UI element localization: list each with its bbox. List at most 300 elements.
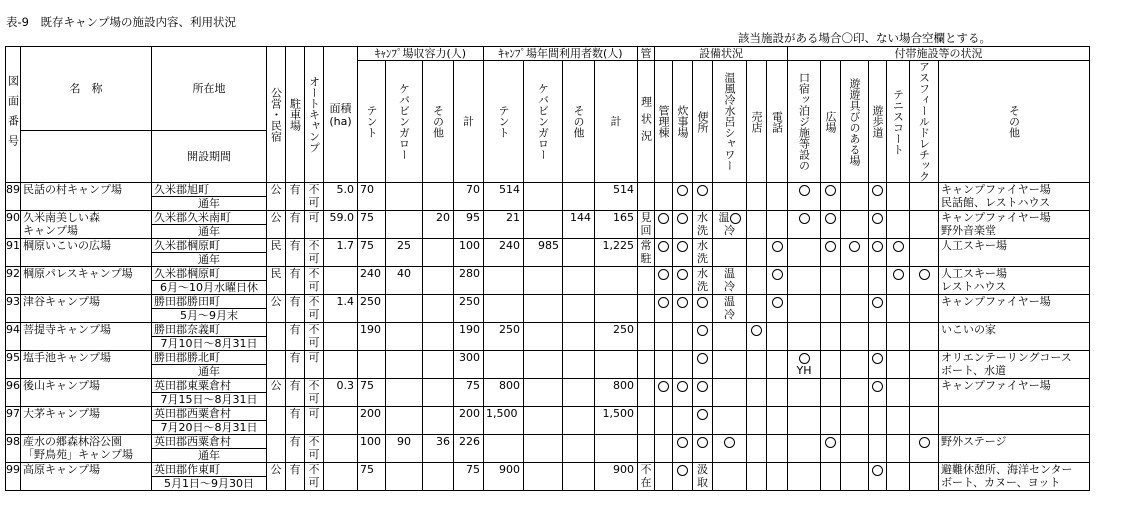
row-u-other (563, 267, 595, 295)
row-cap-other (423, 351, 454, 379)
header-loc: 所在地 (152, 47, 267, 131)
circle-mark-icon (849, 241, 860, 252)
row-u-cabin (524, 295, 563, 323)
circle-mark-icon (677, 269, 688, 280)
circle-mark-icon (825, 437, 836, 448)
row-s4 (713, 407, 747, 435)
circle-mark-icon (825, 213, 836, 224)
row-f2 (821, 323, 841, 351)
row-f2 (821, 379, 841, 407)
header-kan-top: 管 (638, 47, 655, 61)
row-s4 (713, 351, 747, 379)
row-auto: 不 可 (305, 267, 324, 295)
circle-mark-icon (799, 213, 810, 224)
header-zu: 図面番号 (6, 47, 21, 183)
row-f4 (869, 323, 887, 351)
row-s6 (767, 183, 788, 211)
row-park: 有 (286, 407, 305, 435)
row-u-total: 1,225 (595, 239, 638, 267)
row-other: 人工スキー場 レストハウス (939, 267, 1090, 295)
row-f4 (869, 435, 887, 463)
header-u-total: 計 (595, 61, 638, 183)
circle-mark-icon (658, 381, 669, 392)
header-f3: 遊遊具びのある場 (841, 61, 869, 183)
row-s5 (747, 407, 767, 435)
row-number: 91 (6, 239, 21, 267)
row-s1 (655, 295, 673, 323)
circle-mark-icon (658, 241, 669, 252)
circle-mark-icon (677, 213, 688, 224)
table-row (6, 267, 1090, 295)
circle-mark-icon (825, 185, 836, 196)
table-note: 該当施設がある場合〇印、ない場合空欄とする。 (738, 31, 991, 45)
circle-mark-icon (677, 465, 688, 476)
row-f1 (788, 407, 821, 435)
row-f3 (841, 407, 869, 435)
row-cap-tent: 70 (358, 183, 386, 211)
row-cap-other (423, 407, 454, 435)
row-f2 (821, 183, 841, 211)
circle-mark-icon (677, 241, 688, 252)
row-u-tent (484, 435, 524, 463)
row-cap-tent: 75 (358, 379, 386, 407)
row-cap-tent: 250 (358, 295, 386, 323)
row-other: キャンプファイヤー場 (939, 379, 1090, 407)
header-s6: 電話 (767, 61, 788, 183)
row-f5 (887, 211, 910, 239)
row-s4 (713, 323, 747, 351)
row-auto: 可 (305, 407, 324, 435)
row-park: 有 (286, 435, 305, 463)
row-u-cabin (524, 211, 563, 239)
row-pub: 公 (267, 211, 286, 239)
row-cap-tent: 75 (358, 239, 386, 267)
row-s5 (747, 239, 767, 267)
row-cap-total: 70 (454, 183, 484, 211)
row-s6 (767, 463, 788, 491)
row-area (324, 267, 358, 295)
row-cap-total: 250 (454, 295, 484, 323)
row-area (324, 435, 358, 463)
row-s3 (693, 351, 713, 379)
row-area (324, 323, 358, 351)
circle-mark-icon (872, 297, 883, 308)
row-f3 (841, 463, 869, 491)
row-cap-total: 95 (454, 211, 484, 239)
row-u-tent: 240 (484, 239, 524, 267)
row-pub: 公 (267, 463, 286, 491)
row-auto: 可 (305, 351, 324, 379)
row-number: 92 (6, 267, 21, 295)
row-s3 (693, 407, 713, 435)
row-s2 (673, 295, 693, 323)
row-s2 (673, 435, 693, 463)
row-area: 59.0 (324, 211, 358, 239)
row-pub: 民 (267, 267, 286, 295)
header-users: ｷｬﾝﾌﾟ場年間利用者数(人) (484, 47, 638, 61)
circle-mark-icon (772, 241, 783, 252)
row-f1 (788, 463, 821, 491)
row-f5 (887, 351, 910, 379)
row-cap-tent: 200 (358, 407, 386, 435)
row-u-cabin (524, 435, 563, 463)
row-s2 (673, 379, 693, 407)
row-pub (267, 407, 286, 435)
row-s6 (767, 379, 788, 407)
header-cap-tent: テント (358, 61, 386, 183)
row-s2 (673, 351, 693, 379)
row-f5 (887, 267, 910, 295)
header-f6: アスフィールドレチック (910, 61, 939, 183)
row-name: 菩提寺キャンプ場 (21, 323, 152, 351)
row-cap-cabin (386, 183, 423, 211)
row-kan (638, 295, 655, 323)
header-u-other: その他 (563, 61, 595, 183)
circle-mark-icon (658, 297, 669, 308)
row-s2 (673, 463, 693, 491)
row-s4 (713, 239, 747, 267)
row-name: 産水の郷森林浴公園 「野鳥苑」キャンプ場 (21, 435, 152, 463)
header-f1: 口宿ッ泊ジ施等設の (788, 61, 821, 183)
row-f1: YH (788, 351, 821, 379)
row-f6 (910, 435, 939, 463)
row-cap-total: 226 (454, 435, 484, 463)
header-name-blank (21, 131, 152, 183)
row-u-total (595, 267, 638, 295)
row-f6 (910, 239, 939, 267)
row-area: 0.3 (324, 379, 358, 407)
row-f4 (869, 463, 887, 491)
row-s5 (747, 351, 767, 379)
row-s4 (713, 379, 747, 407)
row-f2 (821, 239, 841, 267)
row-s3: 水 洗 (693, 211, 713, 239)
row-area (324, 351, 358, 379)
row-f1 (788, 183, 821, 211)
circle-mark-icon (872, 241, 883, 252)
row-name: 後山キャンプ場 (21, 379, 152, 407)
row-other: 人工スキー場 (939, 239, 1090, 267)
row-kan: 常 駐 (638, 239, 655, 267)
row-f3 (841, 239, 869, 267)
row-park: 有 (286, 267, 305, 295)
row-s1 (655, 211, 673, 239)
row-u-cabin (524, 407, 563, 435)
row-u-cabin (524, 351, 563, 379)
header-name: 名 称 (21, 47, 152, 131)
row-u-tent: 250 (484, 323, 524, 351)
row-kan (638, 435, 655, 463)
circle-mark-icon (772, 297, 783, 308)
row-f5 (887, 295, 910, 323)
row-cap-tent: 100 (358, 435, 386, 463)
row-auto: 不 可 (305, 379, 324, 407)
row-cap-other (423, 267, 454, 295)
row-f1 (788, 435, 821, 463)
table-row (6, 351, 1090, 379)
row-f4 (869, 295, 887, 323)
row-f1 (788, 211, 821, 239)
circle-mark-icon (724, 437, 735, 448)
circle-mark-icon (872, 381, 883, 392)
row-cap-other: 20 (423, 211, 454, 239)
row-kan: 見 回 (638, 211, 655, 239)
table-body (6, 183, 1090, 491)
row-f6 (910, 351, 939, 379)
circle-mark-icon (799, 353, 810, 364)
row-f1 (788, 379, 821, 407)
row-name: 久米南美しい森 キャンプ場 (21, 211, 152, 239)
row-s4 (713, 183, 747, 211)
header-setsubi: 設備状況 (655, 47, 788, 61)
row-name: 高原キャンプ場 (21, 463, 152, 491)
row-u-other (563, 323, 595, 351)
circle-mark-icon (872, 185, 883, 196)
header-f2: 広場 (821, 61, 841, 183)
facilities-table (5, 46, 1090, 491)
header-s2: 炊事場 (673, 61, 693, 183)
row-cap-tent: 75 (358, 211, 386, 239)
table-row (6, 323, 1090, 351)
row-f4 (869, 267, 887, 295)
circle-mark-icon (697, 437, 708, 448)
header-cap-other: その他 (423, 61, 454, 183)
row-f4 (869, 407, 887, 435)
row-name: 民話の村キャンプ場 (21, 183, 152, 211)
row-s2 (673, 239, 693, 267)
row-u-tent: 21 (484, 211, 524, 239)
row-kan (638, 351, 655, 379)
row-u-total: 1,500 (595, 407, 638, 435)
row-kan (638, 407, 655, 435)
row-other: 避難休憩所、海洋センター ボート、カヌー、ヨット (939, 463, 1090, 491)
row-cap-cabin (386, 351, 423, 379)
row-f5 (887, 239, 910, 267)
row-other: キャンプファイヤー場 (939, 295, 1090, 323)
row-s1 (655, 379, 673, 407)
row-cap-total: 280 (454, 267, 484, 295)
row-u-tent (484, 295, 524, 323)
circle-mark-icon (677, 297, 688, 308)
row-cap-cabin (386, 463, 423, 491)
row-u-other (563, 239, 595, 267)
row-area (324, 463, 358, 491)
row-cap-total: 300 (454, 351, 484, 379)
row-f5 (887, 435, 910, 463)
row-u-tent (484, 351, 524, 379)
row-number: 98 (6, 435, 21, 463)
row-location: 勝田郡奈義町 7月10日～8月31日 (152, 323, 267, 351)
row-cap-other (423, 463, 454, 491)
row-area: 1.4 (324, 295, 358, 323)
row-number: 95 (6, 351, 21, 379)
table-row (6, 239, 1090, 267)
row-park: 有 (286, 295, 305, 323)
row-auto: 不 可 (305, 323, 324, 351)
circle-mark-icon (658, 213, 669, 224)
header-f7: その他 (939, 61, 1090, 183)
circle-mark-icon (872, 465, 883, 476)
row-u-cabin (524, 183, 563, 211)
table-row (6, 211, 1090, 239)
row-other (939, 407, 1090, 435)
row-other: いこいの家 (939, 323, 1090, 351)
row-f1 (788, 239, 821, 267)
row-cap-total: 100 (454, 239, 484, 267)
header-futai: 付帯施設等の状況 (788, 47, 1090, 61)
row-cap-cabin (386, 379, 423, 407)
circle-mark-icon (772, 269, 783, 280)
row-cap-cabin: 90 (386, 435, 423, 463)
row-s1 (655, 323, 673, 351)
row-cap-other (423, 183, 454, 211)
row-auto: 不 可 (305, 295, 324, 323)
row-f1 (788, 295, 821, 323)
row-kan (638, 379, 655, 407)
row-s3 (693, 323, 713, 351)
row-f5 (887, 323, 910, 351)
row-number: 99 (6, 463, 21, 491)
row-s3 (693, 435, 713, 463)
row-u-total: 900 (595, 463, 638, 491)
row-u-other (563, 463, 595, 491)
row-f5 (887, 407, 910, 435)
circle-mark-icon (697, 409, 708, 420)
circle-mark-icon (872, 353, 883, 364)
circle-mark-icon (825, 241, 836, 252)
header-s5: 売店 (747, 61, 767, 183)
row-s6 (767, 407, 788, 435)
row-u-other (563, 183, 595, 211)
row-u-total (595, 295, 638, 323)
row-f3 (841, 295, 869, 323)
row-auto: 可 (305, 211, 324, 239)
table-row (6, 183, 1090, 211)
row-auto: 不 可 (305, 463, 324, 491)
row-cap-cabin: 40 (386, 267, 423, 295)
table-title: 表-9 既存キャンプ場の施設内容、利用状況 (6, 15, 236, 29)
row-number: 96 (6, 379, 21, 407)
row-f2 (821, 463, 841, 491)
row-s6 (767, 351, 788, 379)
row-s2 (673, 267, 693, 295)
row-s3: 水 洗 (693, 239, 713, 267)
row-u-other (563, 295, 595, 323)
row-s2 (673, 183, 693, 211)
row-u-other (563, 435, 595, 463)
row-s2 (673, 323, 693, 351)
row-u-other (563, 407, 595, 435)
row-s1 (655, 463, 673, 491)
header-s3: 便所 (693, 61, 713, 183)
row-s5 (747, 295, 767, 323)
row-f6 (910, 267, 939, 295)
row-u-other (563, 379, 595, 407)
circle-mark-icon (697, 353, 708, 364)
table-row (6, 407, 1090, 435)
circle-mark-icon (658, 269, 669, 280)
row-other: キャンプファイヤー場 民話館、レストハウス (939, 183, 1090, 211)
row-u-tent: 800 (484, 379, 524, 407)
row-area: 1.7 (324, 239, 358, 267)
header-auto: オートキャンプ (305, 47, 324, 183)
row-s6 (767, 435, 788, 463)
row-pub (267, 323, 286, 351)
table-row (6, 295, 1090, 323)
row-f6 (910, 379, 939, 407)
header-period: 開設期間 (152, 131, 267, 183)
row-f2 (821, 211, 841, 239)
row-cap-cabin: 25 (386, 239, 423, 267)
row-f3 (841, 351, 869, 379)
circle-mark-icon (697, 325, 708, 336)
row-auto: 不 可 (305, 239, 324, 267)
row-s5 (747, 267, 767, 295)
row-s4: 温 冷 (713, 295, 747, 323)
row-f6 (910, 211, 939, 239)
row-f3 (841, 323, 869, 351)
row-u-tent: 900 (484, 463, 524, 491)
row-f3 (841, 183, 869, 211)
circle-mark-icon (697, 297, 708, 308)
row-cap-tent (358, 351, 386, 379)
circle-mark-icon (919, 437, 930, 448)
circle-mark-icon (799, 185, 810, 196)
header-f5: テニスコート (887, 61, 910, 183)
row-s1 (655, 267, 673, 295)
row-name: 棡原いこいの広場 (21, 239, 152, 267)
row-location: 久米郡久米南町 通年 (152, 211, 267, 239)
row-s3: 汲 取 (693, 463, 713, 491)
row-auto: 不 可 (305, 183, 324, 211)
row-f2 (821, 435, 841, 463)
circle-mark-icon (919, 269, 930, 280)
row-s3 (693, 295, 713, 323)
row-u-total: 514 (595, 183, 638, 211)
row-location: 英田郡東粟倉村 7月15日～8月31日 (152, 379, 267, 407)
header-pub: 公営・民宿 (267, 47, 286, 183)
circle-mark-icon (893, 241, 904, 252)
row-s2 (673, 211, 693, 239)
row-s6 (767, 295, 788, 323)
table-row (6, 463, 1090, 491)
row-f5 (887, 379, 910, 407)
row-other: キャンプファイヤー場 野外音楽堂 (939, 211, 1090, 239)
header-cap-total: 計 (454, 61, 484, 183)
row-cap-other: 36 (423, 435, 454, 463)
row-u-tent: 1,500 (484, 407, 524, 435)
circle-mark-icon (697, 381, 708, 392)
row-pub: 公 (267, 379, 286, 407)
header-s4: 温風冷水呂シャワー (713, 61, 747, 183)
table-row (6, 379, 1090, 407)
row-u-cabin: 985 (524, 239, 563, 267)
header-s1: 管理棟 (655, 61, 673, 183)
circle-mark-icon (677, 185, 688, 196)
row-f3 (841, 267, 869, 295)
row-u-total (595, 351, 638, 379)
row-area: 5.0 (324, 183, 358, 211)
row-s5 (747, 323, 767, 351)
row-u-total: 800 (595, 379, 638, 407)
row-s6 (767, 239, 788, 267)
row-cap-cabin (386, 407, 423, 435)
row-f6 (910, 323, 939, 351)
header-u-tent: テント (484, 61, 524, 183)
row-cap-other (423, 295, 454, 323)
row-u-cabin (524, 379, 563, 407)
row-cap-total: 75 (454, 463, 484, 491)
